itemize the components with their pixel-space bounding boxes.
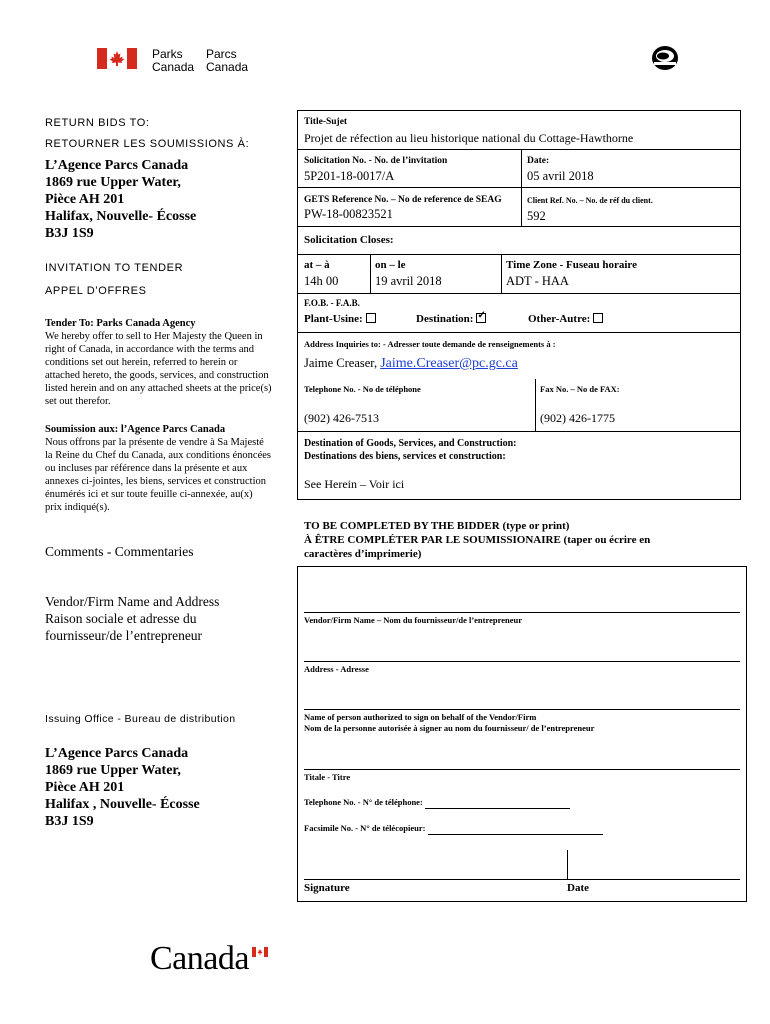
fax-label: Fax No. – No de FAX: [540,384,620,394]
soumission-title: Soumission aux: l’Agence Parcs Canada [45,424,226,435]
appel-doffres: APPEL D’OFFRES [45,285,147,297]
issuing-office-label: Issuing Office - Bureau de distribution [45,713,236,725]
tz-value: ADT - HAA [506,274,569,288]
solicitation-no-value: 5P201-18-0017/A [304,169,395,183]
title-label: Title-Sujet [304,117,348,127]
facsimile-field-label: Facsimile No. - N° de télécopieur: [304,823,426,833]
contact-line [304,356,518,372]
destination-goods-fr: Destinations des biens, services et construction: [304,451,506,462]
parcs-canada-fr-label: Parcs Canada [206,47,249,74]
solicitation-info-box [297,110,741,500]
telephone-value: (902) 426-7513 [304,411,379,425]
soumission-block: Soumission aux: l’Agence Parcs Canada Nous offrons par la présente de vendre à Sa Majesté la Reine du Chef du Canada, aux conditions énoncées ou incluses par référence dans la présente et aux annexes ci-jointes, les biens, services et construction énumérés ici et sur toute feuille ci-annexée, au(x) prix indiqué(s). [45,423,290,514]
authorized-fr-label: Nom de la personne autorisée à signer au nom du fournisseur/ de l’entrepreneur [304,723,595,733]
parks-canada-en-label: Parks Canada [152,47,195,74]
at-value: 14h 00 [304,274,339,288]
solicitation-closes-label: Solicitation Closes: [304,234,394,246]
bidder-heading: TO BE COMPLETED BY THE BIDDER (type or print) À ÊTRE COMPLÉTER PAR LE SOUMISSIONAIRE (taper ou écrire en caractères d’imprimerie) [304,520,651,560]
tz-label: Time Zone - Fuseau horaire [506,259,637,271]
at-label: at – à [304,259,330,271]
tender-to-title: Tender To: Parks Canada Agency [45,318,196,329]
telephone-label: Telephone No. - No de téléphone [304,384,421,394]
contact-name: Jaime Creaser, [304,356,378,370]
beaver-emblem-icon [650,44,680,72]
title-line[interactable] [304,769,740,770]
contact-email-link[interactable]: Jaime.Creaser@pc.gc.ca [380,356,518,371]
comments-label: Comments - Commentaries [45,544,194,559]
bidder-form-box [297,566,747,902]
fob-plant-option[interactable]: Plant-Usine: [304,313,376,325]
destination-goods-value: See Herein – Voir ici [304,477,405,491]
solicitation-no-label: Solicitation No. - No. de l’invitation [304,156,448,166]
destination-goods-en: Destination of Goods, Services, and Construction: [304,438,517,449]
signature-line[interactable] [304,879,740,880]
date-label: Date: [527,156,550,166]
client-ref-label: Client Ref. No. – No. de réf du client. [527,196,653,205]
telephone-field-line[interactable] [425,797,570,809]
client-ref-value: 592 [527,209,546,223]
invitation-to-tender: INVITATION TO TENDER [45,262,184,274]
facsimile-field[interactable] [304,823,603,835]
authorized-line[interactable] [304,709,740,710]
telephone-field[interactable] [304,797,570,809]
facsimile-field-line[interactable] [428,823,603,835]
address-label: Address - Adresse [304,664,369,674]
fob-label: F.O.B. - F.A.B. [304,298,360,308]
date-value: 05 avril 2018 [527,169,594,183]
plant-checkbox[interactable] [366,313,376,323]
canada-flag-icon [97,48,137,69]
signature-label: Signature [304,882,350,894]
return-bids-en: RETURN BIDS TO: [45,117,150,129]
tender-to-block: Tender To: Parks Canada Agency We hereby offer to sell to Her Majesty the Queen in right of Canada, in accordance with the terms and conditions set out herein, referred to herein or attached hereto, the goods, services, and construction listed herein and on any attached sheets at the price(s) set out therefor. [45,317,290,408]
address-line[interactable] [304,661,740,662]
destination-checkbox[interactable] [476,313,486,323]
return-bids-fr: RETOURNER LES SOUMISSIONS À: [45,138,250,150]
gets-label: GETS Reference No. – No de reference de SEAG [304,195,502,205]
vendor-name-line[interactable] [304,612,740,613]
title-field-label: Titale - Titre [304,772,351,782]
fax-value: (902) 426-1775 [540,411,615,425]
issuing-address: L’Agence Parcs Canada 1869 rue Upper Water, Pièce AH 201 Halifax , Nouvelle- Écosse B3J 1S9 [45,746,200,829]
vendor-name-label: Vendor/Firm Name – Nom du fournisseur/de l’entrepreneur [304,615,522,625]
gets-value: PW-18-00823521 [304,207,393,221]
on-value: 19 avril 2018 [375,274,442,288]
fob-destination-option[interactable]: Destination:✓ [416,313,486,325]
wordmark-flag-icon [252,947,268,957]
canada-wordmark: Canada [150,940,249,977]
other-checkbox[interactable] [593,313,603,323]
telephone-field-label: Telephone No. - N° de téléphone: [304,797,423,807]
address-inquiries-label: Address Inquiries to: - Adresser toute demande de renseignements à : [304,339,556,349]
on-label: on – le [375,259,406,271]
title-value: Projet de réfection au lieu historique national du Cottage-Hawthorne [304,131,634,145]
return-address: L’Agence Parcs Canada 1869 rue Upper Water, Pièce AH 201 Halifax, Nouvelle- Écosse B3J 1S9 [45,158,197,241]
authorized-en-label: Name of person authorized to sign on behalf of the Vendor/Firm [304,712,537,722]
vendor-firm-label: Vendor/Firm Name and Address Raison sociale et adresse du fournisseur/de l’entrepreneur [45,594,220,643]
fob-other-option[interactable]: Other-Autre: [528,313,603,325]
date-field-label: Date [567,882,589,894]
